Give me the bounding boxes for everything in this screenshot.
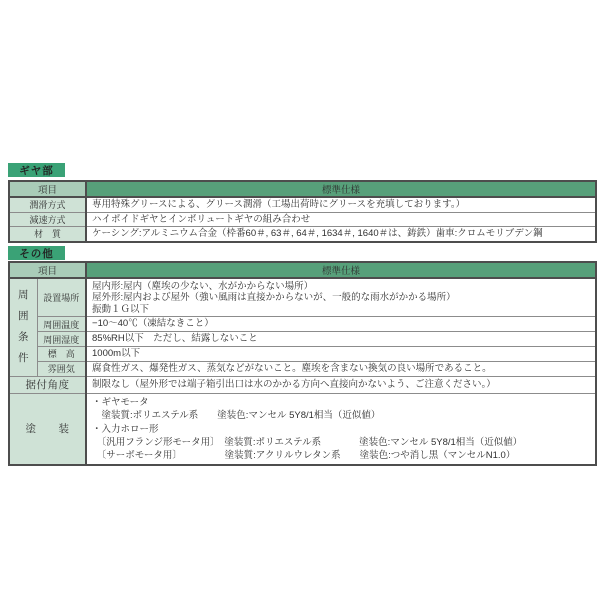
gear-header-item: 項目 — [9, 181, 86, 197]
table-row — [9, 212, 596, 227]
table-row — [9, 393, 596, 465]
other-section-title: その他 — [8, 246, 65, 260]
row-label: 設置場所 — [37, 278, 86, 317]
row-label: 標 高 — [37, 347, 86, 362]
row-label: 周囲温度 — [37, 317, 86, 332]
painting-lines: ・ギヤモータ 塗装質:ポリエステル系 塗装色:マンセル 5Y8/1相当（近似値） ・入力ホロー形 〔汎用フランジ形モータ用〕 塗装質:ポリエステル系 塗装色:マンセル 5Y8/1相当（近似値） 〔サーボモータ用〕 塗装質:アクリルウレタン系 塗装色:つや消し黒（マンセルN1.0） — [92, 396, 523, 462]
table-row — [9, 347, 596, 362]
gear-table — [8, 180, 597, 243]
row-value: ハイポイドギヤとインボリュートギヤの組み合わせ — [86, 212, 596, 227]
row-value: 1000m以下 — [86, 347, 596, 362]
row-value: ケーシング:アルミニウム合金（枠番60＃, 63＃, 64＃, 1634＃, 1640＃は、鋳鉄）歯車:クロムモリブデン鋼 — [86, 227, 596, 242]
other-header-item: 項目 — [9, 262, 86, 278]
table-row — [9, 361, 596, 376]
gear-header-spec: 標準仕様 — [86, 181, 596, 197]
ambient-group-label-text: 周囲条件 — [18, 289, 29, 365]
table-row — [9, 197, 596, 212]
table-row — [9, 376, 596, 393]
row-label: 材 質 — [9, 227, 86, 242]
row-label: 減速方式 — [9, 212, 86, 227]
row-label: 雰囲気 — [37, 361, 86, 376]
row-value: 腐食性ガス、爆発性ガス、蒸気などがないこと。塵埃を含まない換気の良い場所であること。 — [86, 361, 596, 376]
row-value: 制限なし（屋外形では端子箱引出口は水のかかる方向へ直接向かないよう、ご注意ください。） — [86, 376, 596, 393]
table-row — [9, 227, 596, 242]
row-value — [86, 278, 596, 317]
row-value: 85%RH以下 ただし、結露しないこと — [86, 332, 596, 347]
other-table-header-row — [9, 262, 596, 278]
gear-section-title: ギヤ部 — [8, 163, 65, 177]
table-row — [9, 278, 596, 317]
table-row — [9, 317, 596, 332]
other-header-spec: 標準仕様 — [86, 262, 596, 278]
installation-lines: 屋内形:屋内（塵埃の少ない、水がかからない場所） 屋外形:屋内および屋外（強い風雨は直接かからないが、一般的な雨水がかかる場所） 振動１Ｇ以下 — [92, 281, 456, 315]
gear-table-header-row — [9, 181, 596, 197]
row-value: 専用特殊グリースによる、グリース潤滑（工場出荷時にグリースを充填しております。） — [86, 197, 596, 212]
other-table — [8, 261, 597, 466]
mounting-angle-label: 据付角度 — [9, 376, 86, 393]
painting-label: 塗 装 — [9, 393, 86, 465]
row-label: 潤滑方式 — [9, 197, 86, 212]
row-value: −10〜40℃（凍結なきこと） — [86, 317, 596, 332]
ambient-group-label — [9, 278, 37, 376]
row-label: 周囲湿度 — [37, 332, 86, 347]
row-value — [86, 393, 596, 465]
table-row — [9, 332, 596, 347]
